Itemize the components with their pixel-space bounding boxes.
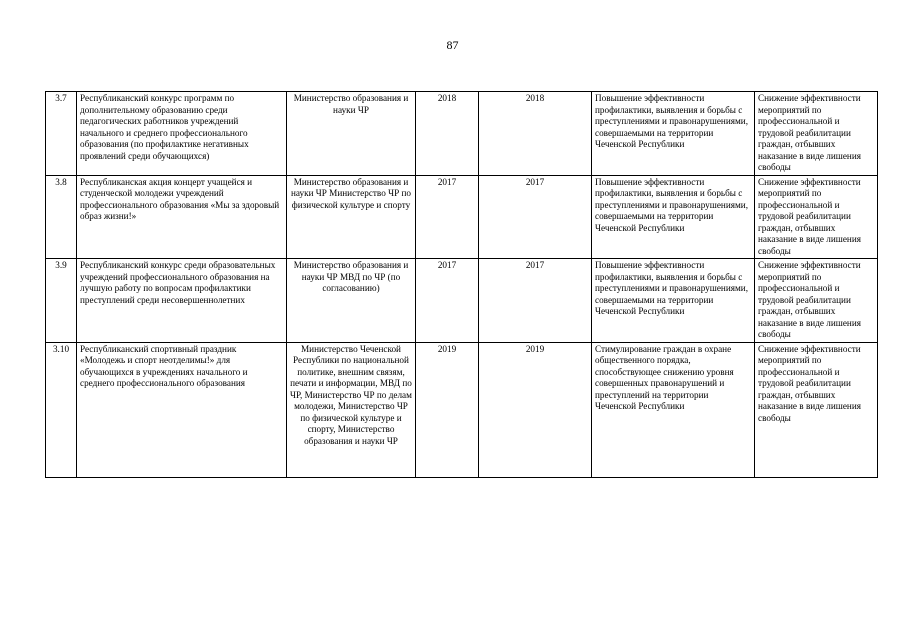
- executor-cell: Министерство Чеченской Республики по национальной политике, внешним связям, печати и информации, МВД по ЧР, Министерство ЧР по делам молодежи, Министерство ЧР по физической культуре и спорту, Министерство образования и науки ЧР: [287, 342, 416, 477]
- row-number: 3.9: [46, 259, 77, 343]
- event-cell: Республиканский конкурс среди образовательных учреждений профессионального образования на лучшую работу по вопросам профилактики преступлений среди несовершеннолетних: [77, 259, 287, 343]
- consequence-cell: Снижение эффективности мероприятий по профессиональной и трудовой реабилитации граждан, отбывших наказание в виде лишения свободы: [755, 92, 878, 176]
- result-cell: Стимулирование граждан в охране общественного порядка, способствующее снижению уровня совершенных правонарушений и преступлений на территории Чеченской Республики: [592, 342, 755, 477]
- end-year-cell: 2017: [479, 259, 592, 343]
- end-year-cell: 2018: [479, 92, 592, 176]
- row-number: 3.8: [46, 175, 77, 259]
- row-number: 3.10: [46, 342, 77, 477]
- consequence-cell: Снижение эффективности мероприятий по профессиональной и трудовой реабилитации граждан, отбывших наказание в виде лишения свободы: [755, 175, 878, 259]
- executor-cell: Министерство образования и науки ЧР МВД по ЧР (по согласованию): [287, 259, 416, 343]
- table-row: [46, 342, 878, 477]
- measures-table: [45, 91, 878, 478]
- table-row: [46, 92, 878, 176]
- end-year-cell: 2017: [479, 175, 592, 259]
- end-year-cell: 2019: [479, 342, 592, 477]
- result-cell: Повышение эффективности профилактики, выявления и борьбы с преступлениями и правонарушениями, совершаемыми на территории Чеченской Республики: [592, 175, 755, 259]
- event-cell: Республиканский конкурс программ по дополнительному образованию среди педагогических работников учреждений начального и среднего профессионального образования (по профилактике негативных проявлений среди обучающихся): [77, 92, 287, 176]
- table-row: [46, 259, 878, 343]
- consequence-cell: Снижение эффективности мероприятий по профессиональной и трудовой реабилитации граждан, отбывших наказание в виде лишения свободы: [755, 259, 878, 343]
- start-year-cell: 2019: [416, 342, 479, 477]
- consequence-cell: Снижение эффективности мероприятий по профессиональной и трудовой реабилитации граждан, отбывших наказание в виде лишения свободы: [755, 342, 878, 477]
- executor-cell: Министерство образования и науки ЧР: [287, 92, 416, 176]
- executor-cell: Министерство образования и науки ЧР Министерство ЧР по физической культуре и спорту: [287, 175, 416, 259]
- table-row: [46, 175, 878, 259]
- event-cell: Республиканская акция концерт учащейся и студенческой молодежи учреждений профессионального образования «Мы за здоровый образ жизни!»: [77, 175, 287, 259]
- start-year-cell: 2018: [416, 92, 479, 176]
- result-cell: Повышение эффективности профилактики, выявления и борьбы с преступлениями и правонарушениями, совершаемыми на территории Чеченской Республики: [592, 259, 755, 343]
- row-number: 3.7: [46, 92, 77, 176]
- start-year-cell: 2017: [416, 175, 479, 259]
- page-number: 87: [446, 38, 459, 52]
- start-year-cell: 2017: [416, 259, 479, 343]
- event-cell: Республиканский спортивный праздник «Молодежь и спорт неотделимы!» для обучающихся в учреждениях начального и среднего профессионального образования: [77, 342, 287, 477]
- result-cell: Повышение эффективности профилактики, выявления и борьбы с преступлениями и правонарушениями, совершаемыми на территории Чеченской Республики: [592, 92, 755, 176]
